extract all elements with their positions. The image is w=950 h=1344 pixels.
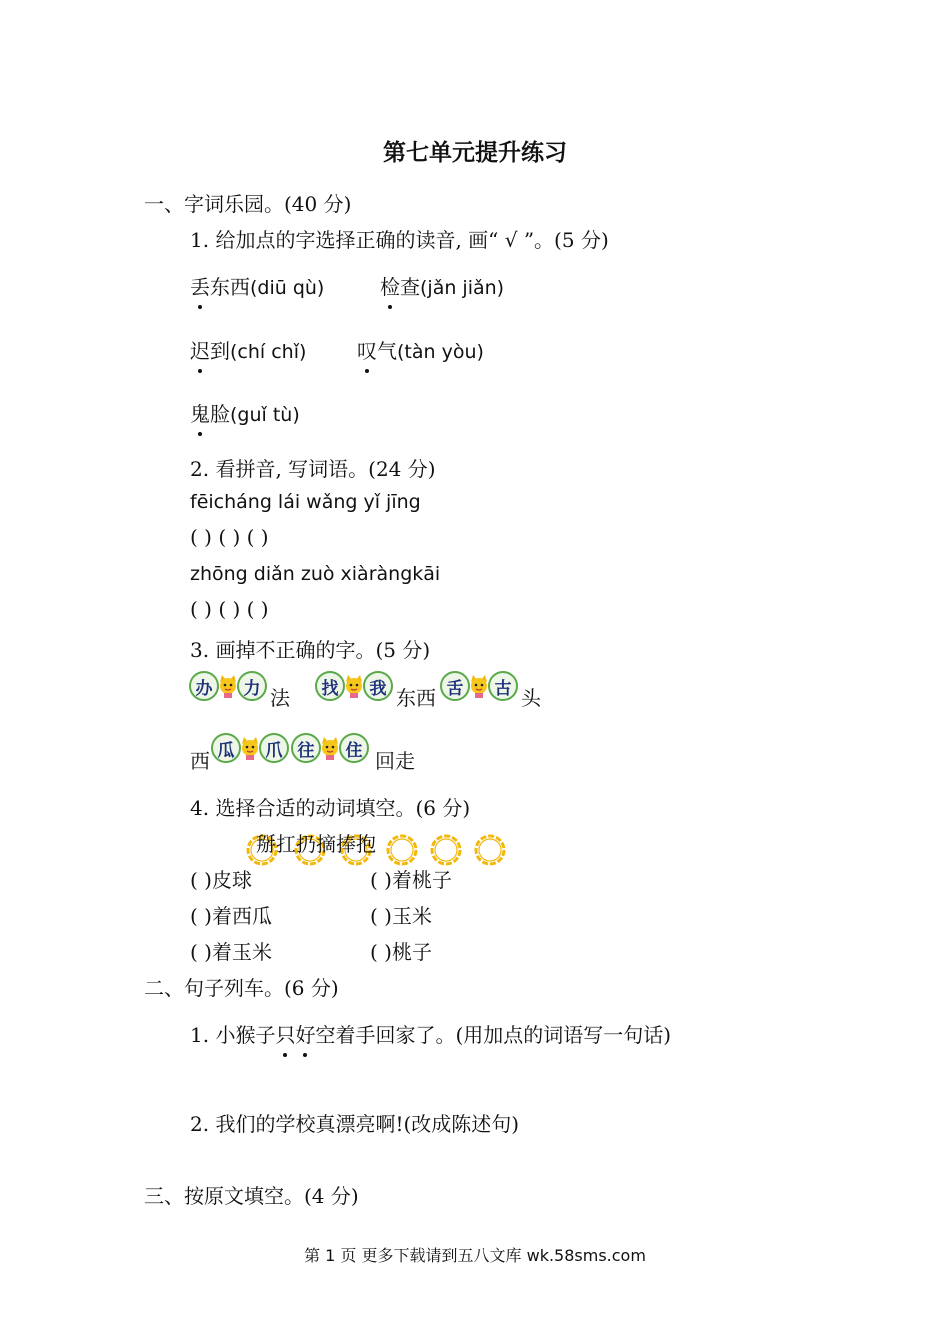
- q3-choice-group-3: [440, 671, 518, 701]
- cat-icon: [466, 673, 492, 699]
- q2-pinyin-row1: fēicháng lái wǎng yǐ jīng: [190, 491, 421, 513]
- q1-item-3: 迟到(chí chǐ): [190, 335, 306, 364]
- q1-item-2: 检查(jǎn jiǎn): [380, 271, 504, 300]
- choice-bubble[interactable]: 住: [339, 733, 369, 763]
- q3-choice-group-4: [211, 733, 289, 763]
- s2-q1: 1. 小猴子只好空着手回家了。(用加点的词语写一句话): [190, 1019, 671, 1048]
- q3-word: 东西: [396, 686, 436, 710]
- q4-blank: ( )着桃子: [370, 868, 452, 892]
- cat-icon: [237, 735, 263, 761]
- cat-icon: [341, 673, 367, 699]
- cat-icon: [215, 673, 241, 699]
- q1-item-4: 叹气(tàn yòu): [357, 335, 484, 364]
- q3-choice-group-2: [315, 671, 393, 701]
- page-title: 第七单元提升练习: [383, 139, 567, 166]
- q4-blank: ( )桃子: [370, 940, 432, 964]
- q2-answer-row2: ( ) ( ) ( ): [190, 597, 269, 621]
- page-footer: 第 1 页 更多下载请到五八文库 wk.58sms.com: [304, 1246, 646, 1265]
- choice-bubble[interactable]: 办: [189, 671, 219, 701]
- q3-word: 头: [521, 686, 541, 710]
- q1-prompt: 1. 给加点的字选择正确的读音, 画“ √ ”。(5 分): [190, 228, 609, 252]
- q3-word: 西: [190, 749, 210, 773]
- q4-blank: ( )皮球: [190, 868, 252, 892]
- q2-answer-row1: ( ) ( ) ( ): [190, 525, 269, 549]
- q3-word: 回走: [375, 749, 415, 773]
- choice-bubble[interactable]: 爪: [259, 733, 289, 763]
- q4-prompt: 4. 选择合适的动词填空。(6 分): [190, 796, 471, 820]
- choice-bubble[interactable]: 瓜: [211, 733, 241, 763]
- q2-prompt: 2. 看拼音, 写词语。(24 分): [190, 457, 436, 481]
- flower-frame-icon: [428, 832, 464, 868]
- flower-frame-icon: [384, 832, 420, 868]
- choice-bubble[interactable]: 我: [363, 671, 393, 701]
- section2-heading: 二、句子列车。(6 分): [144, 976, 339, 1000]
- q1-item-5: 鬼脸(guǐ tù): [190, 398, 300, 427]
- q3-word: 法: [270, 686, 290, 710]
- q4-blank: ( )着玉米: [190, 940, 272, 964]
- q2-pinyin-row2: zhōng diǎn zuò xiàràngkāi: [190, 563, 441, 585]
- section1-heading: 一、字词乐园。(40 分): [144, 192, 352, 216]
- choice-bubble[interactable]: 力: [237, 671, 267, 701]
- q4-blank: ( )着西瓜: [190, 904, 272, 928]
- q3-prompt: 3. 画掉不正确的字。(5 分): [190, 638, 431, 662]
- cat-icon: [317, 735, 343, 761]
- s2-q2: 2. 我们的学校真漂亮啊!(改成陈述句): [190, 1112, 520, 1136]
- choice-bubble[interactable]: 找: [315, 671, 345, 701]
- q3-choice-group-5: [291, 733, 369, 763]
- flower-frame-icon: [472, 832, 508, 868]
- section3-heading: 三、按原文填空。(4 分): [144, 1184, 359, 1208]
- choice-bubble[interactable]: 往: [291, 733, 321, 763]
- q4-blank: ( )玉米: [370, 904, 432, 928]
- q3-choice-group-1: [189, 671, 267, 701]
- choice-bubble[interactable]: 舌: [440, 671, 470, 701]
- q1-item-1: 丢东西(diū qù): [190, 271, 324, 300]
- choice-bubble[interactable]: 古: [488, 671, 518, 701]
- q4-word-bank: 掰扛扔摘捧抱: [256, 832, 376, 856]
